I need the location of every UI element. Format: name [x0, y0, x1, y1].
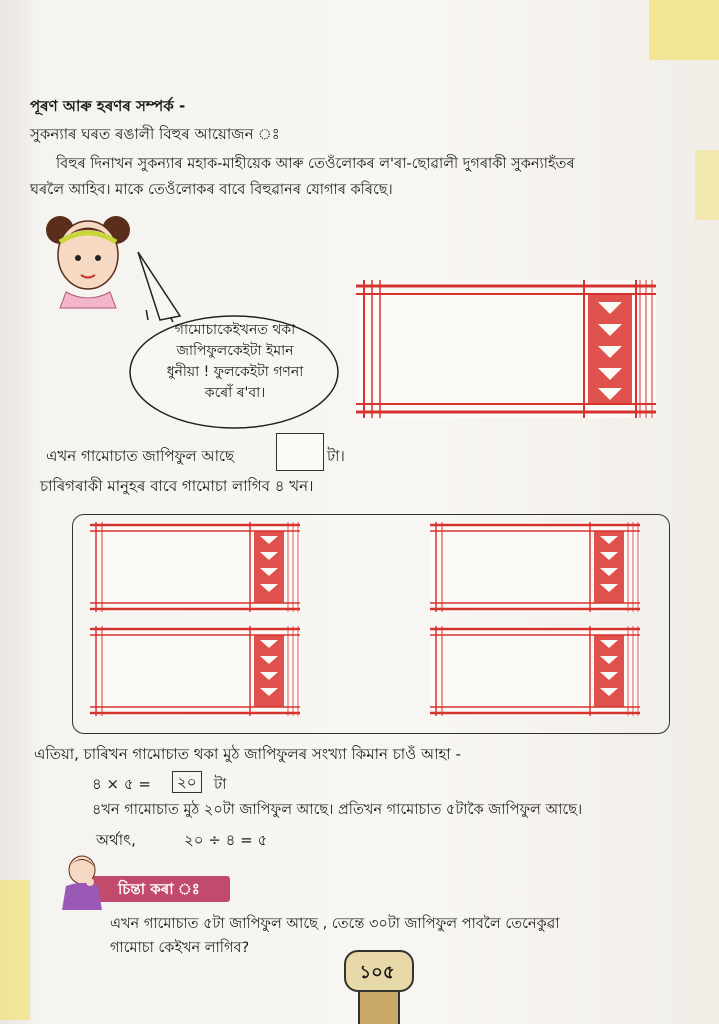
gamocha-image [430, 626, 640, 716]
bubble-line: গামোচাকেইখনত থকা [174, 322, 296, 338]
gamocha-image [90, 522, 300, 612]
think-label: চিন্তা কৰা ঃ [118, 880, 200, 898]
multiplication-result: ২০ [172, 771, 202, 793]
section-heading: পূৰণ আৰু হৰণৰ সম্পৰ্ক - [30, 97, 186, 115]
multiplication-unit: টা [214, 775, 227, 793]
division-equation: ২০ ÷ ৪ = ৫ [184, 831, 268, 849]
gamocha-image [356, 280, 656, 418]
four-gamochas [90, 522, 650, 722]
multiplication-lhs: ৪ × ৫ = [92, 775, 151, 793]
speech-bubble-tail [128, 250, 188, 330]
page-edge-stain [0, 880, 30, 1020]
page-number-strap [358, 988, 400, 1024]
therefore-label: অৰ্থাৎ, [96, 831, 136, 849]
think-question-line-1: এখন গামোচাত ৫টা জাপিফুল আছে , তেন্তে ৩০টা জাপিফুল পাবলৈ তেনেকুৱা [110, 916, 560, 932]
page-edge-stain [649, 0, 719, 60]
question-line-1: এখন গামোচাত জাপিফুল আছে [46, 447, 235, 465]
think-question-line-2: গামোচা কেইখন লাগিব? [110, 940, 250, 956]
explanation-line: ৪খন গামোচাত মুঠ ২০টা জাপিফুল আছে। প্ৰতিখন গামোচাত ৫টাকৈ জাপিফুল আছে। [92, 802, 583, 818]
bubble-line: ধুনীয়া ! ফুলকেইটা গণনা [166, 364, 304, 380]
bubble-line: জাপিফুলকেইটা ইমান [176, 343, 294, 359]
girl-illustration [38, 200, 138, 310]
paragraph-line-1: বিহুৰ দিনাখন সুকন্যাৰ মহাক-মাহীয়েক আৰু তেওঁলোকৰ ল'ৰা-ছোৱালী দুগৰাকী সুকন্যাহঁতৰ [56, 156, 575, 172]
page-number: ১০৫ [359, 962, 395, 983]
page-edge-stain [695, 150, 719, 220]
bubble-line: কৰোঁ ৰ'বা। [204, 385, 266, 401]
question-line-2: চাৰিগৰাকী মানুহৰ বাবে গামোচা লাগিব ৪ খন। [40, 477, 314, 495]
subheading: সুকন্যাৰ ঘৰত ৰঙালী বিহুৰ আয়োজন ঃ [30, 125, 280, 143]
bubble-text [140, 320, 330, 404]
gamocha-image [430, 522, 640, 612]
paragraph-line-2: ঘৰলৈ আহিব। মাকে তেওঁলোকৰ বাবে বিহুৱানৰ যোগাৰ কৰিছে। [30, 182, 393, 198]
thinking-girl-icon [58, 852, 110, 910]
gamocha-image [90, 626, 300, 716]
question-unit: টা। [327, 447, 345, 465]
answer-box[interactable] [276, 433, 324, 471]
total-question: এতিয়া, চাৰিখন গামোচাত থকা মুঠ জাপিফুলৰ সংখ্যা কিমান চাওঁ আহা - [34, 745, 461, 763]
